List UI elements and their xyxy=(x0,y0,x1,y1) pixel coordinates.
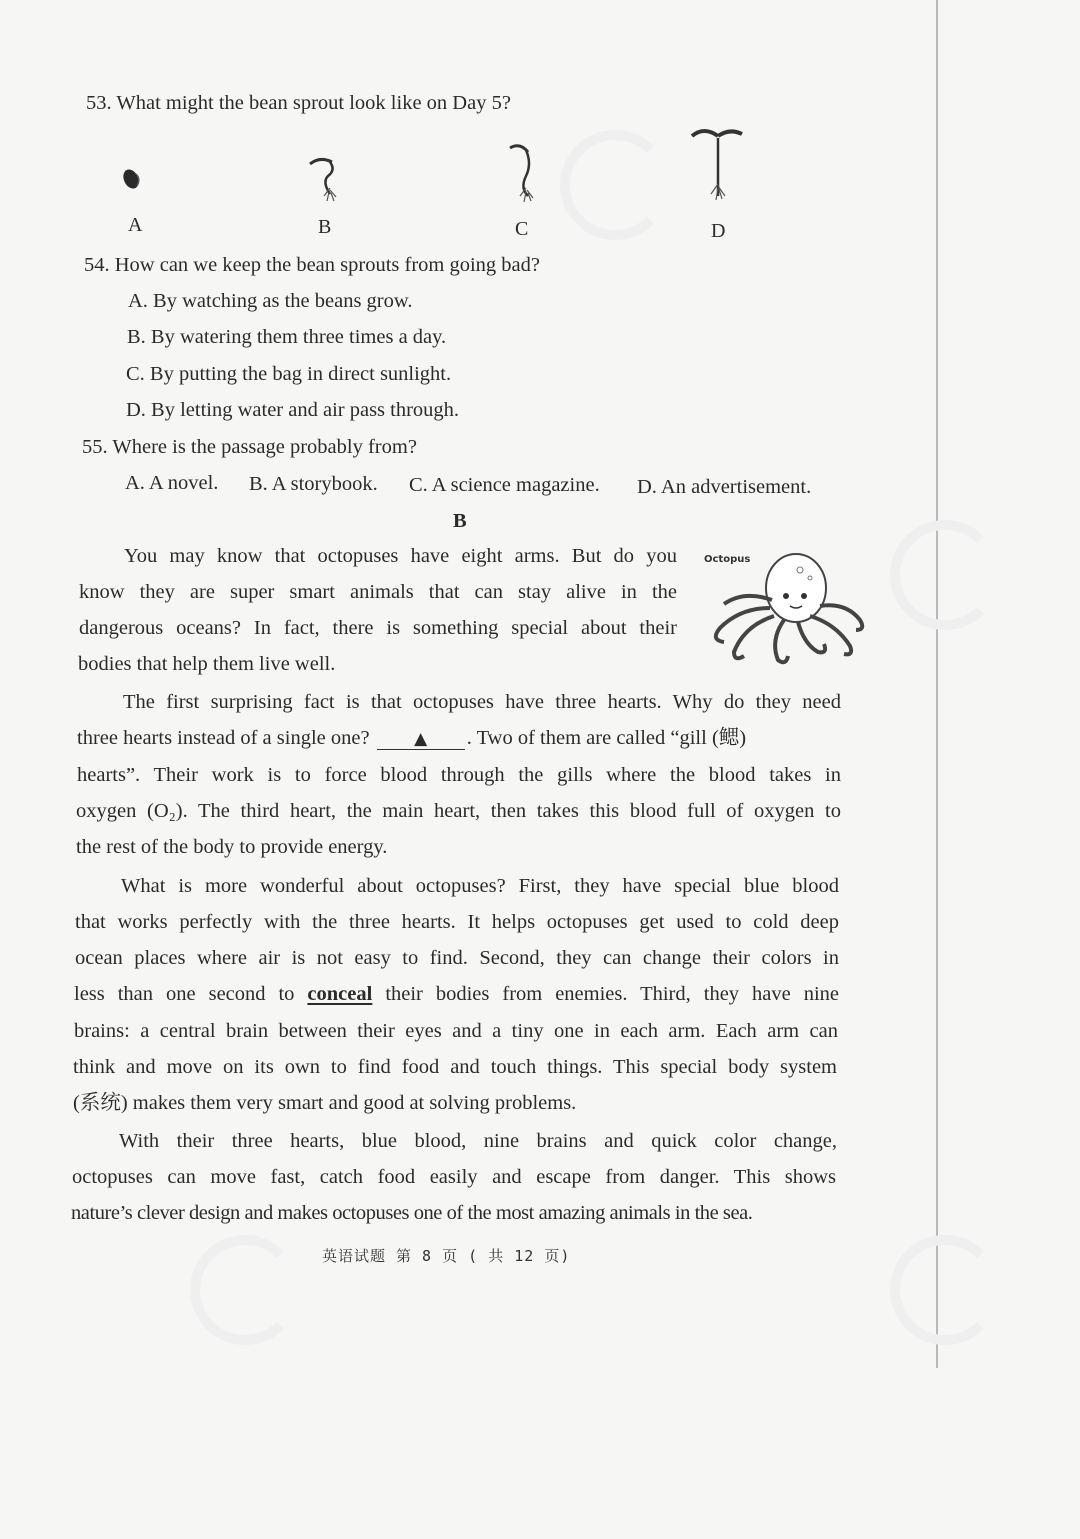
q55-option-a: A. A novel. xyxy=(125,472,219,494)
paragraph-line: (系统) makes them very smart and good at solving problems. xyxy=(73,1092,577,1114)
bean-sprout-small-icon xyxy=(300,152,350,202)
text-segment: three hearts instead of a single one? xyxy=(77,727,370,749)
q53-option-b-label: B xyxy=(318,216,332,238)
watermark-logo xyxy=(890,520,1000,630)
answer-blank[interactable]: ▲ xyxy=(377,729,465,750)
octopus-label: Octopus xyxy=(704,554,751,565)
q54-option-a: A. By watching as the beans grow. xyxy=(128,290,413,312)
bean-sprout-medium-icon xyxy=(498,140,548,205)
passage-heading: B xyxy=(453,510,467,532)
paragraph-line: You may know that octopuses have eight arms. But do you xyxy=(124,545,677,567)
text-segment: . Two of them are called “gill (鳃) xyxy=(466,727,747,749)
bean-seed-icon xyxy=(118,165,148,193)
paragraph-line: think and move on its own to find food and touch things. This special body system xyxy=(73,1056,837,1078)
octopus-illustration xyxy=(700,548,870,674)
q55-question: 55. Where is the passage probably from? xyxy=(82,436,417,458)
paragraph-line: The first surprising fact is that octopuses have three hearts. Why do they need xyxy=(123,691,841,713)
q54-option-c: C. By putting the bag in direct sunlight. xyxy=(126,363,452,385)
paragraph-line: know they are super smart animals that can stay alive in the xyxy=(79,581,677,603)
paragraph-line-with-blank xyxy=(77,725,746,751)
q54-question: 54. How can we keep the bean sprouts from going bad? xyxy=(84,254,540,276)
page-edge-line xyxy=(936,0,938,1368)
paragraph-line: What is more wonderful about octopuses? First, they have special blue blood xyxy=(121,875,839,897)
paragraph-line: nature’s clever design and makes octopuses one of the most amazing animals in the sea. xyxy=(71,1202,753,1224)
paragraph-line: bodies that help them live well. xyxy=(78,653,336,675)
text-segment: less than one second to xyxy=(74,983,295,1005)
q53-option-c-label: C xyxy=(515,218,529,240)
paragraph-line-with-keyword xyxy=(74,981,839,1007)
paragraph-line: brains: a central brain between their eyes and a tiny one in each arm. Each arm can xyxy=(74,1020,838,1042)
bean-sprout-tall-icon xyxy=(688,126,748,211)
q53-question: 53. What might the bean sprout look like on Day 5? xyxy=(86,92,511,114)
paragraph-line: hearts”. Their work is to force blood through the gills where the blood takes in xyxy=(77,764,841,786)
q55-option-d: D. An advertisement. xyxy=(637,476,812,498)
q53-option-a-label: A xyxy=(128,214,143,236)
q55-option-b: B. A storybook. xyxy=(249,473,378,495)
octopus-icon xyxy=(700,548,870,674)
vocabulary-keyword: conceal xyxy=(307,983,373,1005)
page-footer: 英语试题 第 8 页 ( 共 12 页) xyxy=(322,1247,571,1265)
paragraph-line: ocean places where air is not easy to find. Second, they can change their colors in xyxy=(75,947,839,969)
q55-option-c: C. A science magazine. xyxy=(409,474,600,496)
paragraph-line: dangerous oceans? In fact, there is something special about their xyxy=(79,617,677,639)
text-segment: their bodies from enemies. Third, they have nine xyxy=(385,983,839,1005)
watermark-logo xyxy=(190,1235,300,1345)
paragraph-line: the rest of the body to provide energy. xyxy=(76,836,388,858)
paragraph-line: octopuses can move fast, catch food easily and escape from danger. This shows xyxy=(72,1166,836,1188)
q54-option-d: D. By letting water and air pass through. xyxy=(126,399,460,421)
paragraph-line: oxygen (O₂). The third heart, the main heart, then takes this blood full of oxygen to xyxy=(76,800,841,822)
watermark-logo xyxy=(560,130,670,240)
q54-option-b: B. By watering them three times a day. xyxy=(127,326,447,348)
watermark-logo xyxy=(890,1235,1000,1345)
paragraph-line: With their three hearts, blue blood, nine brains and quick color change, xyxy=(119,1130,837,1152)
q53-option-d-label: D xyxy=(711,220,726,242)
paragraph-line: that works perfectly with the three hearts. It helps octopuses get used to cold deep xyxy=(75,911,839,933)
